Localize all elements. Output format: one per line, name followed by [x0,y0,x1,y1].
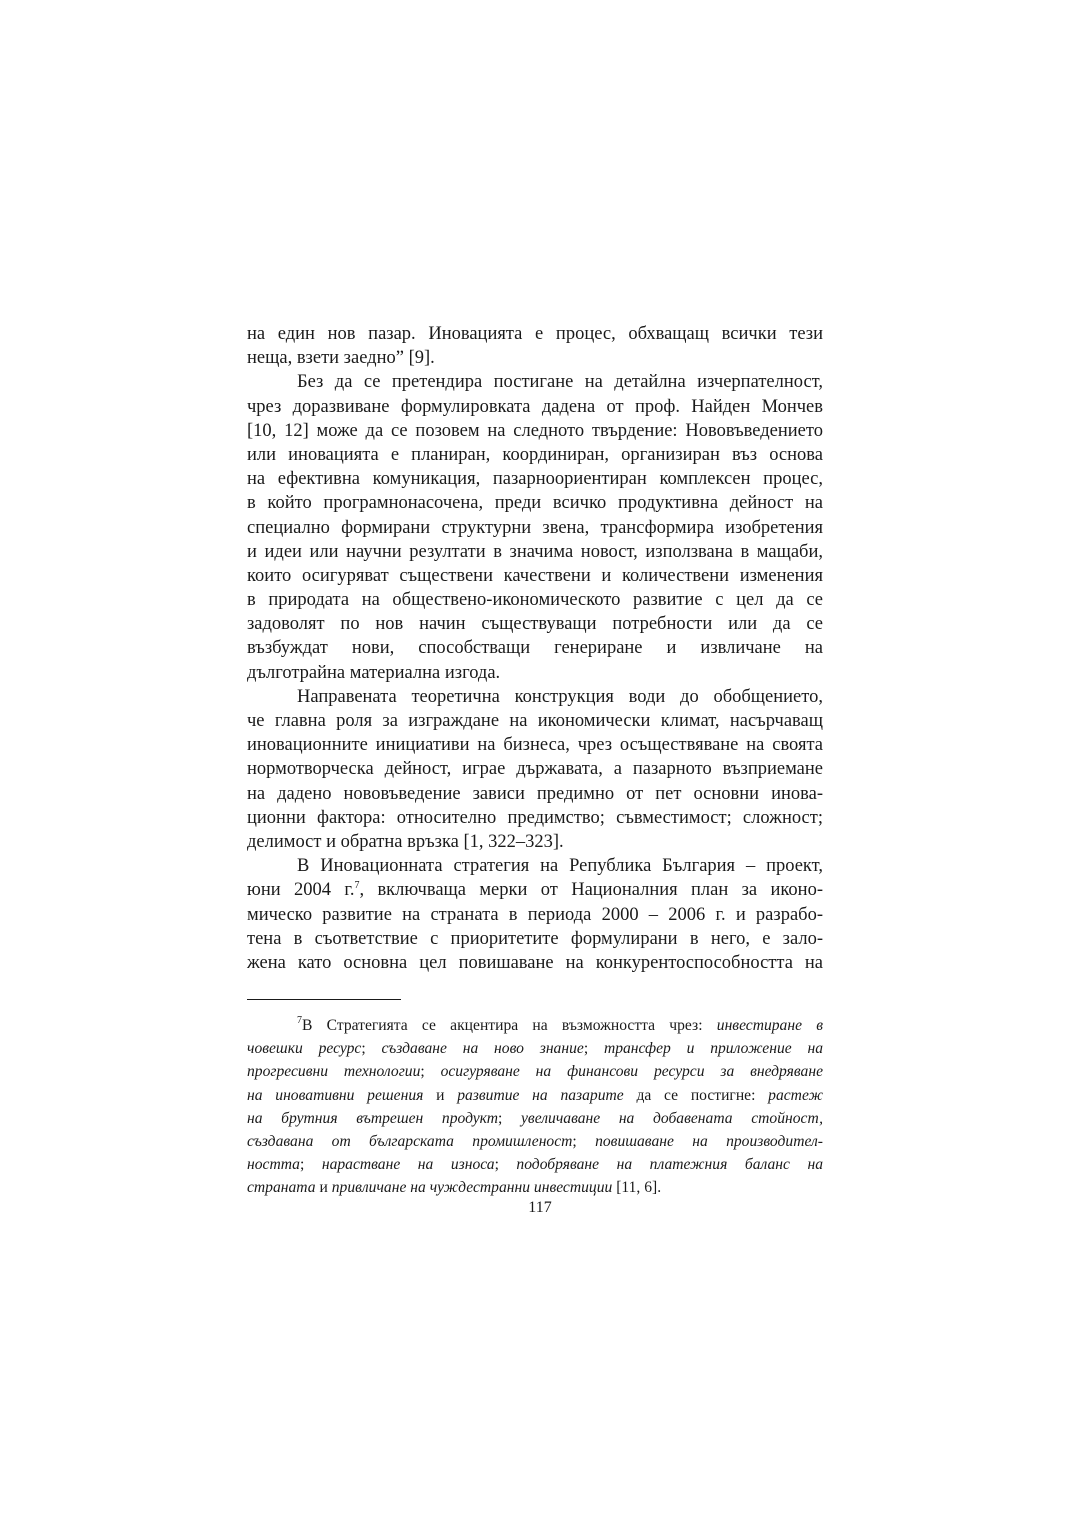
footnote-emphasis: инвестиране в [716,1017,823,1034]
footnote-emphasis: повишаване на производител- [595,1132,823,1150]
footnote-text: ; [572,1132,596,1150]
body-line: в природата на обществено-икономическото развитие с цел да се [247,590,823,611]
footnote-text: ; [299,1156,322,1174]
footnote-line [247,1153,823,1176]
body-line: Без да се претендира постигане на детайлна изчерпателност, [297,372,823,393]
footnote-line [247,1060,823,1083]
body-line: Направената теоретична конструкция води до обобщението, [297,686,823,707]
body-line [247,878,823,902]
footnote-text: ; [361,1040,382,1058]
body-line: на дадено нововъведение зависи предимно от пет основни инова- [247,783,823,804]
footnote-emphasis: ността [247,1156,300,1174]
footnote-emphasis: на иновативни решения [247,1086,424,1104]
body-line: на ефективна комуникация, пазарноориентиран комплексен процес, [247,469,823,490]
footnote-emphasis: създавана от българската промишленост [247,1132,573,1150]
page-number: 117 [528,1199,552,1216]
footnote-text: ; [498,1109,522,1127]
body-line: задоволят по нов начин съществуващи потребности или да се [247,614,823,635]
footnote-line [247,1037,823,1060]
body-text: , включваща мерки от Националния план за иконо- [359,880,823,901]
body-line: специално формирани структурни звена, трансформира изобретения [247,517,823,538]
body-line: и идеи или научни резултати в значима новост, използвана в мащаби, [247,541,823,562]
footnote-emphasis: създаване на ново знание [381,1040,584,1058]
body-line: в който програмнонасочена, преди всичко продуктивна дейност на [247,493,823,514]
body-line: неща, взети заедно” [9]. [247,348,435,369]
footnote-emphasis: развитие на пазарите [457,1086,624,1104]
footnote [247,1014,823,1200]
body-line: мическо развитие на страната в периода 2000 – 2006 г. и разрабо- [247,904,823,925]
footnote-emphasis: прогресивни технологии [247,1063,421,1081]
footnote-emphasis: осигуряване на финансови ресурси за внедряване [440,1063,823,1081]
footnote-line [247,1014,823,1037]
footnote-text: В Стратегията се акцентира на възможността чрез: [302,1017,717,1034]
footnote-emphasis: подобряване на платежния баланс на [516,1156,823,1174]
footnote-text: и [423,1086,458,1104]
footnote-emphasis: на брутния вътрешен продукт [247,1109,499,1127]
body-line: възбуждат нови, способстващи генериране и извличане на [247,638,823,659]
footnote-emphasis: трансфер и приложение на [603,1040,824,1058]
body-line: които осигуряват съществени качествени и количествени изменения [247,565,823,586]
footnote-emphasis: нарастване на износа [321,1156,495,1174]
footnote-line [247,1176,823,1199]
body-line: или иновацията е планиран, координиран, организиран въз основа [247,444,823,465]
main-text [247,322,823,975]
footnote-line [247,1107,823,1130]
footnote-emphasis: растеж [768,1086,823,1104]
footnote-text: ; [494,1156,517,1174]
footnote-text: да се постигне: [623,1086,769,1104]
body-line: [10, 12] може да се позовем на следното твърдение: Нововъведението [247,420,823,441]
body-line: на един нов пазар. Иновацията е процес, обхващащ всички тези [247,324,823,344]
footnote-text: [11, 6]. [612,1179,662,1197]
body-line: чрез доразвиване формулировката дадена от проф. Найден Мончев [247,396,823,417]
footnote-text: ; [420,1063,441,1081]
body-line: иновационните инициативи на бизнеса, чрез осъществяване на своята [247,735,823,756]
body-line: дълготрайна материална изгода. [247,662,501,683]
body-line: жена като основна цел повишаване на конкурентоспособността на [247,952,823,973]
body-line: че главна роля за изграждане на икономически климат, насърчаващ [247,711,823,731]
body-line: нормотворческа дейност, играе държавата, а пазарното възприемане [247,759,823,780]
footnote-line [247,1130,823,1153]
footnote-line [247,1084,823,1107]
footnote-marker: 7 [297,1015,302,1026]
body-line: ционни фактора: относително предимство; съвместимост; сложност; [247,807,823,828]
footnote-text: ; [583,1040,604,1058]
footnote-emphasis: привличане на чуждестранни инвестиции [331,1179,613,1197]
footnote-emphasis: увеличаване на добавената стойност, [521,1109,823,1127]
body-line: тена в съответствие с приоритетите формулирани в него, е зало- [247,928,823,949]
footnote-reference: 7 [354,880,360,892]
body-line: делимост и обратна връзка [1, 322–323]. [247,831,564,852]
footnote-separator [247,999,401,1000]
footnote-text: и [315,1179,332,1197]
footnote-emphasis: човешки ресурс [247,1040,362,1058]
body-line: В Иновационната стратегия на Република България – проект, [297,856,823,877]
body-text: юни 2004 г. [247,880,355,901]
footnote-emphasis: страната [247,1179,316,1197]
